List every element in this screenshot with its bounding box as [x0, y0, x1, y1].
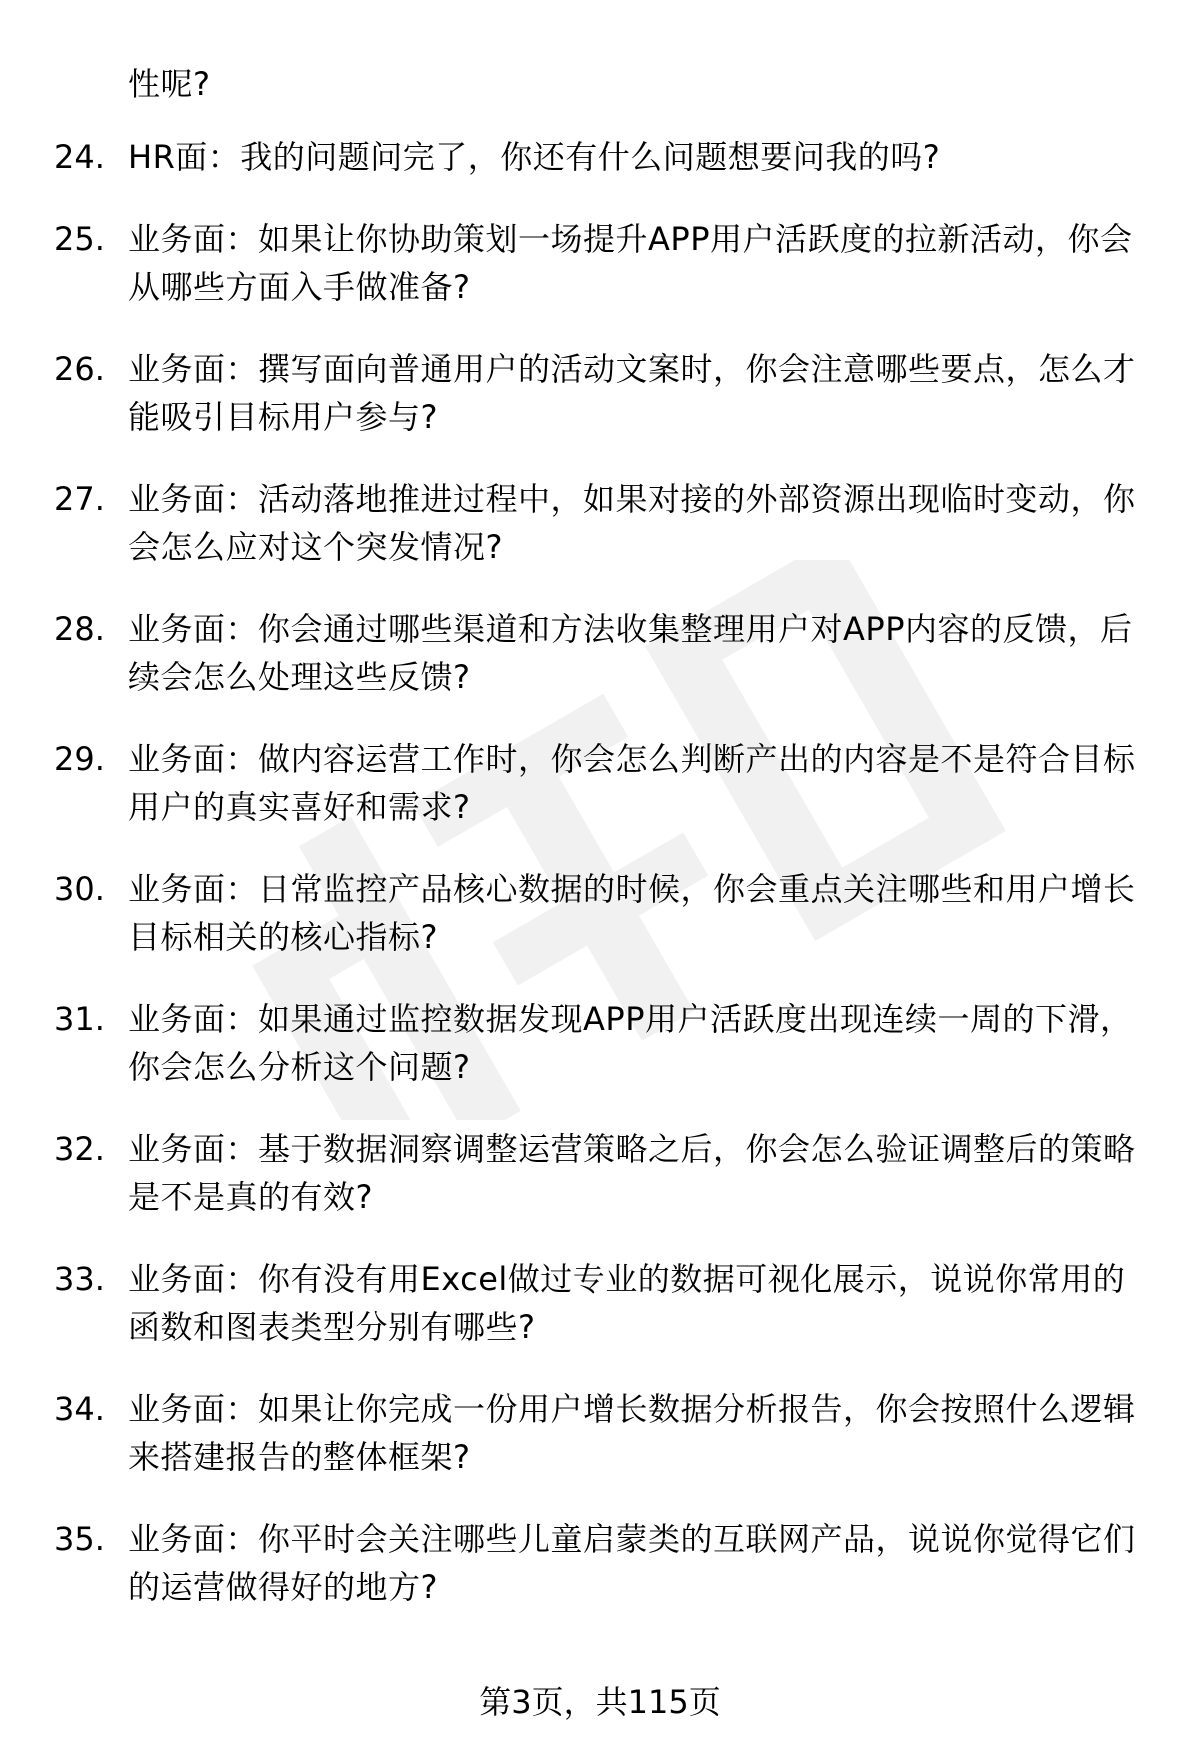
- continuation-text: 性呢?: [128, 65, 211, 103]
- question-item: [0, 1385, 1200, 1481]
- question-text: 业务面：如果让你完成一份用户增长数据分析报告，你会按照什么逻辑来搭建报告的整体框架?: [128, 1390, 1136, 1476]
- question-number: 27.: [54, 480, 105, 518]
- question-text: HR面：我的问题问完了，你还有什么问题想要问我的吗?: [128, 138, 941, 176]
- question-number: 32.: [54, 1130, 105, 1168]
- question-number: 24.: [54, 138, 105, 176]
- question-text: 业务面：如果通过监控数据发现APP用户活跃度出现连续一周的下滑，你会怎么分析这个问题?: [128, 1000, 1133, 1086]
- question-number: 28.: [54, 610, 105, 648]
- question-number: 35.: [54, 1520, 105, 1558]
- question-item: [0, 215, 1200, 311]
- question-item: [0, 475, 1200, 571]
- question-text: 业务面：你会通过哪些渠道和方法收集整理用户对APP内容的反馈，后续会怎么处理这些反馈?: [128, 610, 1133, 696]
- question-number: 25.: [54, 220, 105, 258]
- question-item: [0, 995, 1200, 1091]
- question-item: [0, 1255, 1200, 1351]
- question-number: 31.: [54, 1000, 105, 1038]
- question-item: [0, 1125, 1200, 1221]
- question-text: 业务面：日常监控产品核心数据的时候，你会重点关注哪些和用户增长目标相关的核心指标?: [128, 870, 1136, 956]
- question-item: [0, 735, 1200, 831]
- question-text: 业务面：基于数据洞察调整运营策略之后，你会怎么验证调整后的策略是不是真的有效?: [128, 1130, 1136, 1216]
- question-number: 29.: [54, 740, 105, 778]
- question-item: [0, 133, 1200, 181]
- question-number: 34.: [54, 1390, 105, 1428]
- question-item: [0, 605, 1200, 701]
- question-text: 业务面：活动落地推进过程中，如果对接的外部资源出现临时变动，你会怎么应对这个突发情况?: [128, 480, 1136, 566]
- page-footer: 第3页，共115页: [479, 1683, 721, 1721]
- question-item: [0, 865, 1200, 961]
- question-list: [0, 133, 1200, 1645]
- question-text: 业务面：做内容运营工作时，你会怎么判断产出的内容是不是符合目标用户的真实喜好和需求?: [128, 740, 1136, 826]
- question-text: 业务面：如果让你协助策划一场提升APP用户活跃度的拉新活动，你会从哪些方面入手做准备?: [128, 220, 1133, 306]
- question-number: 26.: [54, 350, 105, 388]
- question-item: [0, 1515, 1200, 1611]
- question-item: [0, 345, 1200, 441]
- question-text: 业务面：你有没有用Excel做过专业的数据可视化展示，说说你常用的函数和图表类型分别有哪些?: [128, 1260, 1126, 1346]
- question-number: 30.: [54, 870, 105, 908]
- question-number: 33.: [54, 1260, 105, 1298]
- question-text: 业务面：你平时会关注哪些儿童启蒙类的互联网产品，说说你觉得它们的运营做得好的地方?: [128, 1520, 1136, 1606]
- question-text: 业务面：撰写面向普通用户的活动文案时，你会注意哪些要点，怎么才能吸引目标用户参与?: [128, 350, 1136, 436]
